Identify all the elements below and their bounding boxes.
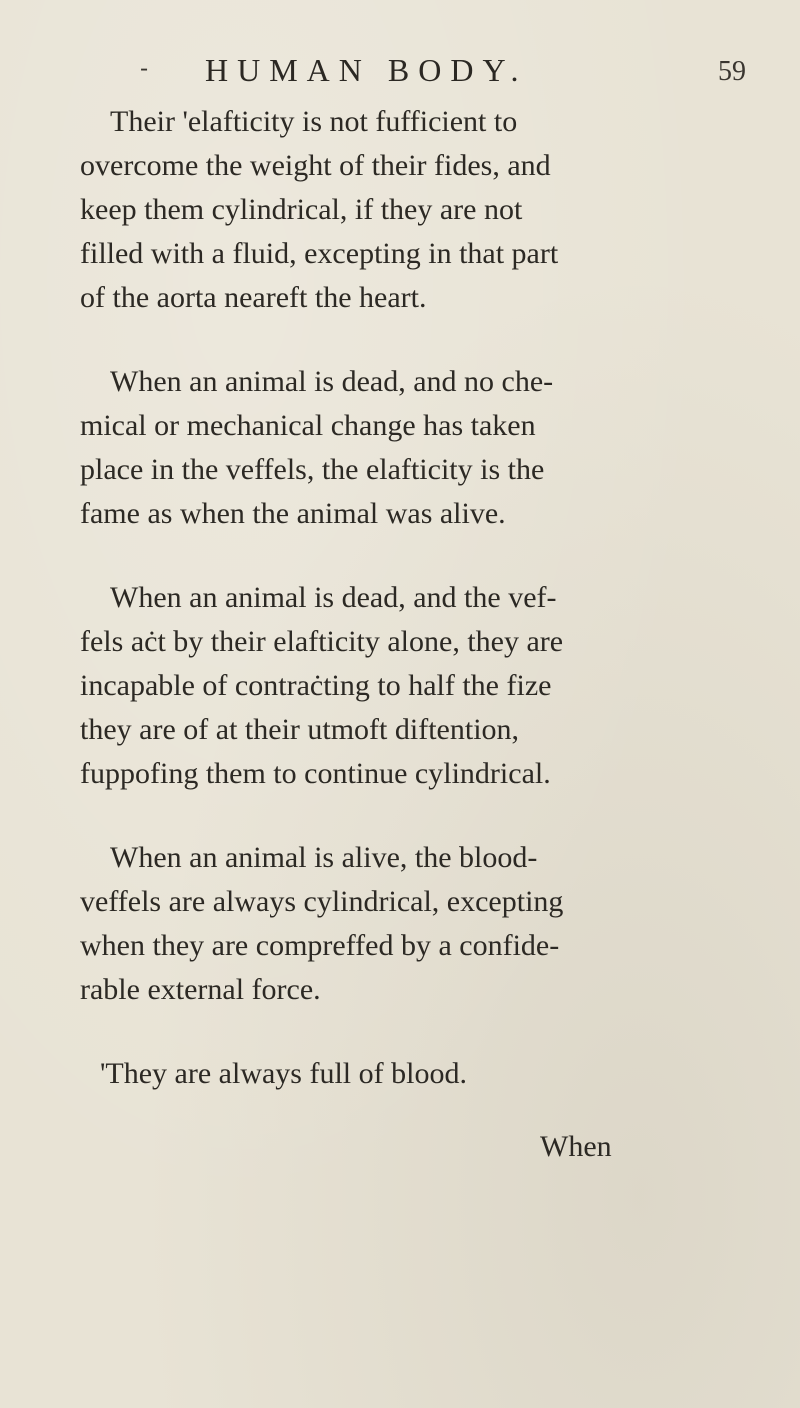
text-line: when they are compreffed by a confide- [80, 929, 560, 962]
text-line: place in the veffels, the elafticity is the [80, 453, 545, 486]
running-head [0, 52, 800, 92]
text-line: they are of at their utmoft diftention, [80, 713, 520, 746]
text-line: veffels are always cylindrical, excepting [80, 885, 564, 918]
header-dash: - [140, 54, 149, 82]
paragraph-3 [80, 576, 730, 796]
page-number: 59 [718, 56, 746, 87]
text-line: When an animal is dead, and no che- [110, 365, 554, 398]
paragraph-4 [80, 836, 730, 1012]
text-line: Their 'elafticity is not fufficient to [110, 105, 518, 138]
catchword: When [540, 1130, 612, 1163]
text-line: 'They are always full of blood. [100, 1057, 467, 1090]
text-line: filled with a fluid, excepting in that part [80, 237, 559, 270]
running-title: HUMAN BODY. [205, 52, 528, 88]
text-line: fuppofing them to continue cylindrical. [80, 757, 551, 790]
paragraph-2 [80, 360, 730, 536]
paragraph-5 [80, 1052, 730, 1096]
text-line: of the aorta neareft the heart. [80, 281, 427, 314]
text-line: incapable of contraċting to half the fize [80, 669, 552, 702]
text-line: When an animal is dead, and the vef- [110, 581, 557, 614]
text-line: keep them cylindrical, if they are not [80, 193, 523, 226]
body-text [80, 100, 730, 1136]
text-line: rable external force. [80, 973, 321, 1006]
text-line: fame as when the animal was alive. [80, 497, 506, 530]
text-line: mical or mechanical change has taken [80, 409, 536, 442]
text-line: When an animal is alive, the blood- [110, 841, 538, 874]
paragraph-1 [80, 100, 730, 320]
text-line: overcome the weight of their fides, and [80, 149, 551, 182]
text-line: fels aċt by their elafticity alone, they are [80, 625, 564, 658]
